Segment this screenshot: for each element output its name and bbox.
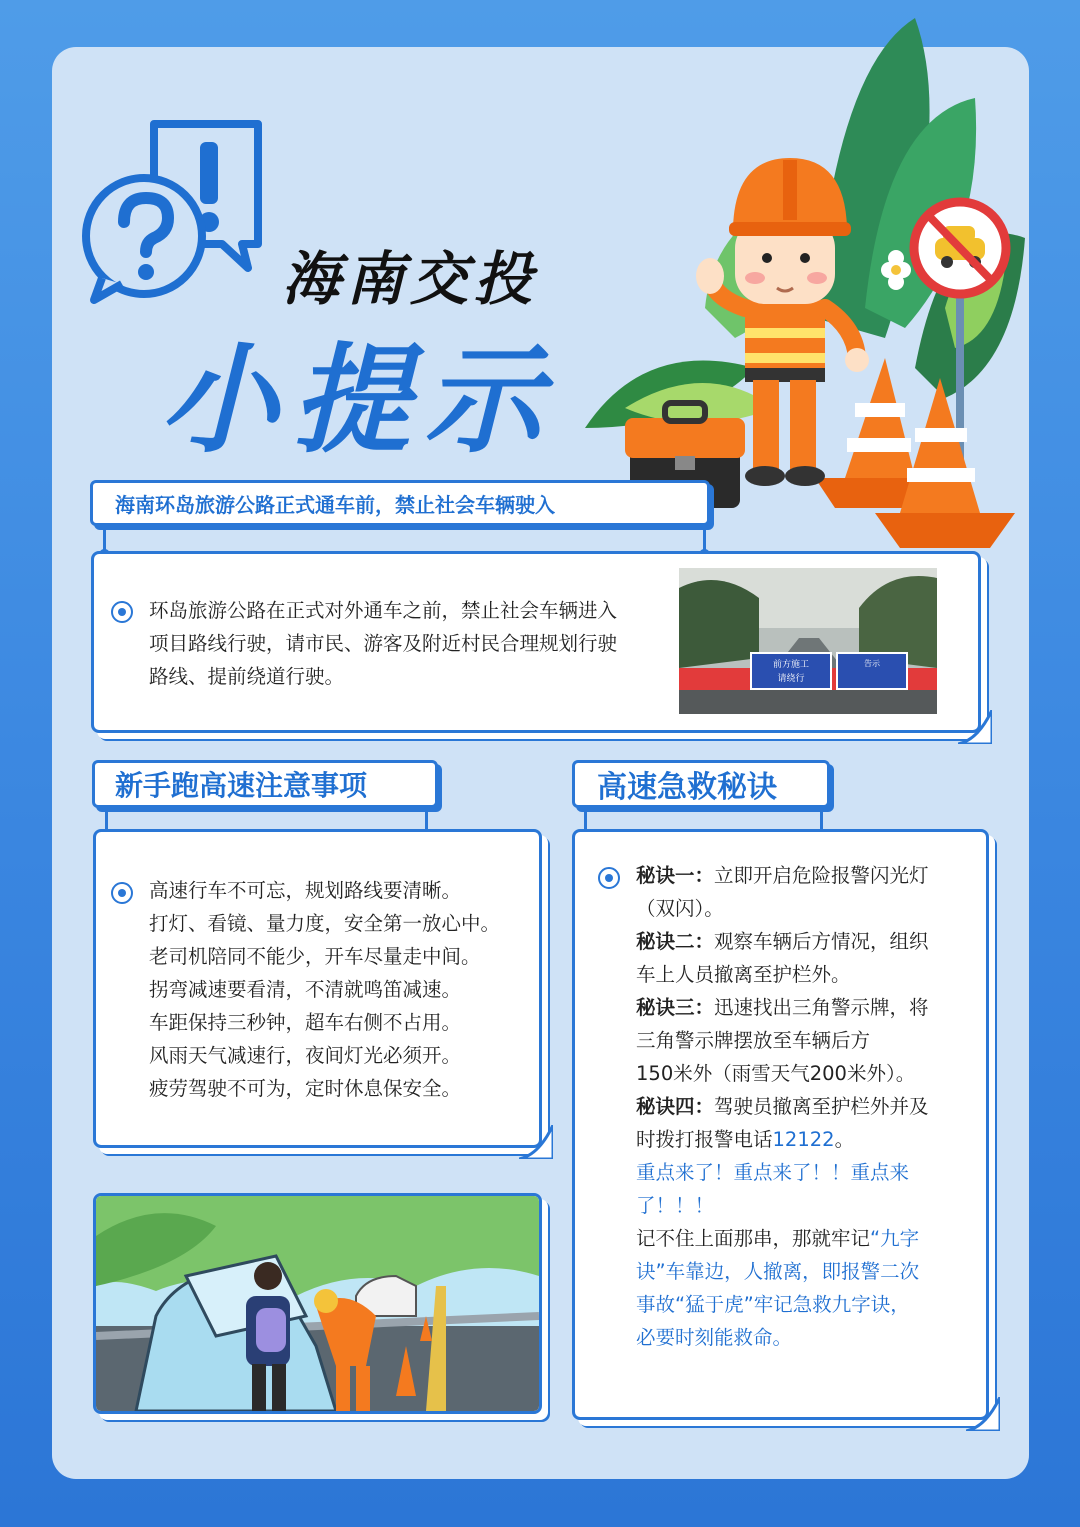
section3-text bbox=[636, 859, 929, 1354]
sign-text-left: 前方施工 bbox=[772, 660, 810, 670]
title-small: 海南交投 bbox=[282, 245, 539, 313]
title-big: 小提示 bbox=[160, 331, 557, 469]
tip3-text: 迅速找出三角警示牌，将 bbox=[714, 996, 929, 1019]
bullet-icon bbox=[111, 882, 133, 904]
section2-line: 高速行车不可忘，规划路线要清晰。 bbox=[149, 879, 462, 902]
section2-title: 新手跑高速注意事项 bbox=[115, 769, 368, 802]
section1-line: 环岛旅游公路在正式对外通车之前，禁止社会车辆进入 bbox=[149, 599, 618, 622]
page-curl bbox=[519, 1391, 542, 1414]
bullet-icon bbox=[598, 867, 620, 889]
emphasis-text: 重点来了！重点来了！！重点来 bbox=[636, 1161, 910, 1184]
tip3-text-cont: 三角警示牌摆放至车辆后方 bbox=[636, 1029, 871, 1052]
section1-card bbox=[91, 551, 981, 733]
tip4-end: 。 bbox=[834, 1128, 855, 1151]
bullet-icon bbox=[111, 601, 133, 623]
tip1-text: 立即开启危险报警闪光灯 bbox=[714, 864, 929, 887]
no-cars-sign-icon bbox=[914, 202, 1006, 294]
section2-line: 车距保持三秒钟，超车右侧不占用。 bbox=[149, 1011, 462, 1034]
memo-text-cont2: 事故“猛于虎”牢记急救九字诀， bbox=[636, 1293, 910, 1316]
breakdown-illustration-card bbox=[93, 1193, 542, 1414]
road-worker-illustration bbox=[585, 8, 1035, 548]
section2-card bbox=[93, 829, 542, 1148]
tip4-text-cont: 时拨打报警电话 bbox=[636, 1128, 773, 1151]
emphasis-text-cont: 了！！！ bbox=[636, 1194, 715, 1217]
tip1-text-cont: （双闪）。 bbox=[636, 897, 724, 920]
emergency-phone: 12122 bbox=[772, 1128, 835, 1151]
sign-text-right: 告示 bbox=[864, 659, 880, 668]
memo-text-cont3: 必要时刻能救命。 bbox=[636, 1326, 793, 1349]
section2-tab bbox=[92, 760, 438, 808]
section2-line: 拐弯减速要看清，不清就鸣笛减速。 bbox=[149, 978, 462, 1001]
roadside-breakdown-illustration bbox=[96, 1196, 539, 1411]
tip1-label: 秘诀一： bbox=[636, 864, 715, 887]
page-curl bbox=[966, 1397, 1000, 1431]
tip3-text-cont2: 150米外（雨雪天气200米外）。 bbox=[636, 1062, 916, 1085]
section2-line: 打灯、看镜、量力度，安全第一放心中。 bbox=[149, 912, 501, 935]
tip2-text-cont: 车上人员撤离至护栏外。 bbox=[636, 963, 851, 986]
section1-tab bbox=[90, 480, 710, 526]
section1-line: 项目路线行驶，请市民、游客及附近村民合理规划行驶 bbox=[149, 632, 618, 655]
section3-title: 高速急救秘诀 bbox=[597, 770, 777, 805]
section2-line: 疲劳驾驶不可为，定时休息保安全。 bbox=[149, 1077, 462, 1100]
section2-line: 老司机陪同不能少，开车尽量走中间。 bbox=[149, 945, 481, 968]
page-curl bbox=[519, 1125, 553, 1159]
memo-text: 记不住上面那串，那就牢记 bbox=[636, 1227, 871, 1250]
tip2-label: 秘诀二： bbox=[636, 930, 715, 953]
section1-title: 海南环岛旅游公路正式通车前，禁止社会车辆驶入 bbox=[115, 492, 555, 517]
tip2-text: 观察车辆后方情况，组织 bbox=[714, 930, 929, 953]
tip3-label: 秘诀三： bbox=[636, 996, 715, 1019]
road-closure-photo bbox=[679, 568, 937, 714]
section1-text bbox=[149, 594, 617, 693]
tip4-label: 秘诀四： bbox=[636, 1095, 715, 1118]
memo-text-cont: 诀”车靠边，人撤离，即报警二次 bbox=[636, 1260, 920, 1283]
tip4-text: 驾驶员撤离至护栏外并及 bbox=[714, 1095, 929, 1118]
page-curl bbox=[958, 710, 992, 744]
section3-tab bbox=[572, 760, 830, 808]
sign-text-left-2: 请绕行 bbox=[777, 674, 805, 684]
section2-text bbox=[149, 874, 500, 1105]
memo-quote: “九字 bbox=[870, 1227, 920, 1250]
section1-line: 路线、提前绕道行驶。 bbox=[149, 665, 345, 688]
section3-card bbox=[572, 829, 989, 1420]
question-bubble-icon bbox=[82, 118, 272, 308]
section2-line: 风雨天气减速行，夜间灯光必须开。 bbox=[149, 1044, 462, 1067]
